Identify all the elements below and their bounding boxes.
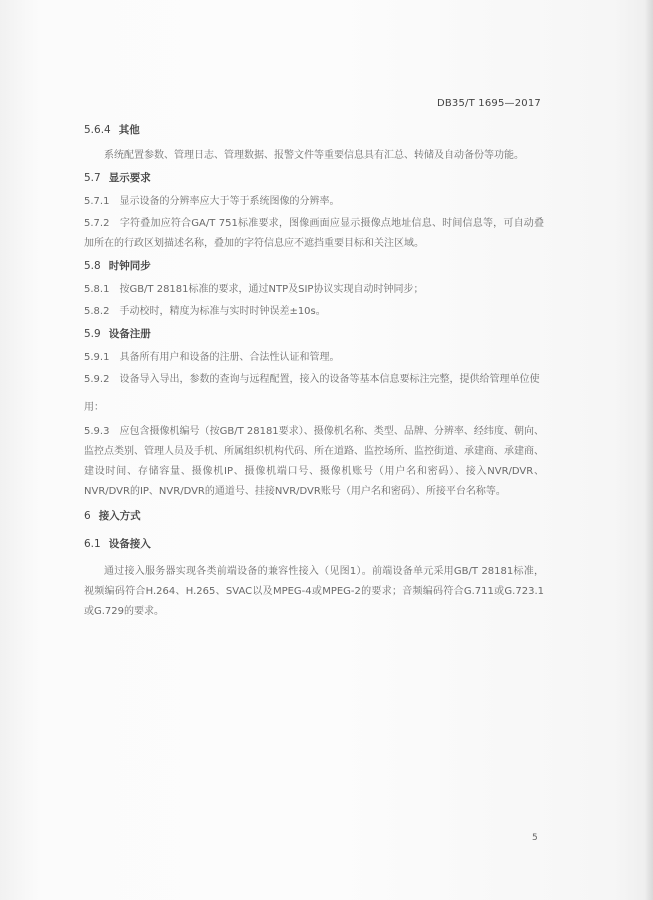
page-number: 5 — [532, 833, 538, 843]
paragraph-5-9-2: 5.9.2 设备导入导出，参数的查询与远程配置，接入的设备等基本信息要标注完整，提供给管理单位使 — [84, 374, 540, 385]
section-heading-5-6-4: 5.6.4 其他 — [84, 124, 140, 136]
section-heading-6: 6 接入方式 — [84, 510, 141, 522]
paragraph-5-6-4: 系统配置参数、管理日志、管理数据、报警文件等重要信息具有汇总、转储及自动备份等功能。 — [104, 150, 524, 161]
section-heading-5-9: 5.9 设备注册 — [84, 328, 151, 340]
paragraph-5-9-1: 5.9.1 具备所有用户和设备的注册、合法性认证和管理。 — [84, 352, 340, 363]
paragraph-5-8-1: 5.8.1 按GB/T 28181标准的要求，通过NTP及SIP协议实现自动时钟同步； — [84, 284, 424, 295]
section-heading-5-7: 5.7 显示要求 — [84, 172, 151, 184]
paragraph-5-9-2-continued: 用： — [84, 402, 104, 413]
paragraph-5-8-2: 5.8.2 手动校时，精度为标准与实时时钟误差±10s。 — [84, 306, 326, 317]
document-body — [84, 118, 544, 622]
paragraph-6-1: 通过接入服务器实现各类前端设备的兼容性接入（见图1）。前端设备单元采用GB/T 28181标准，视频编码符合H.264、H.265、SVAC以及MPEG-4或MPEG-2的要求；音频编码符合G.711或G.723.1或G.729的要求。 — [84, 566, 544, 617]
paragraph-5-7-1: 5.7.1 显示设备的分辨率应大于等于系统图像的分辨率。 — [84, 196, 340, 207]
paragraph-5-9-3: 5.9.3 应包含摄像机编号（按GB/T 28181要求）、摄像机名称、类型、品牌、分辨率、经纬度、朝向、监控点类别、管理人员及手机、所属组织机构代码、所在道路、监控场所、监控街道、承建商、承建商、建设时间、存储容量、摄像机IP、摄像机端口号、摄像机账号（用户名和密码）、接入NVR/DVR、NVR/DVR的IP、NVR/DVR的通道号、挂接NVR/DVR账号（用户名和密码）、所接平台名称等。 — [84, 426, 544, 497]
page-edge-shadow — [645, 0, 653, 900]
section-heading-6-1: 6.1 设备接入 — [84, 538, 151, 550]
document-id: DB35/T 1695—2017 — [436, 98, 541, 109]
section-heading-5-8: 5.8 时钟同步 — [84, 260, 151, 272]
paragraph-5-7-2: 5.7.2 字符叠加应符合GA/T 751标准要求，图像画面应显示摄像点地址信息、时间信息等，可自动叠加所在的行政区划描述名称，叠加的字符信息应不遮挡重要目标和关注区域。 — [84, 218, 544, 249]
